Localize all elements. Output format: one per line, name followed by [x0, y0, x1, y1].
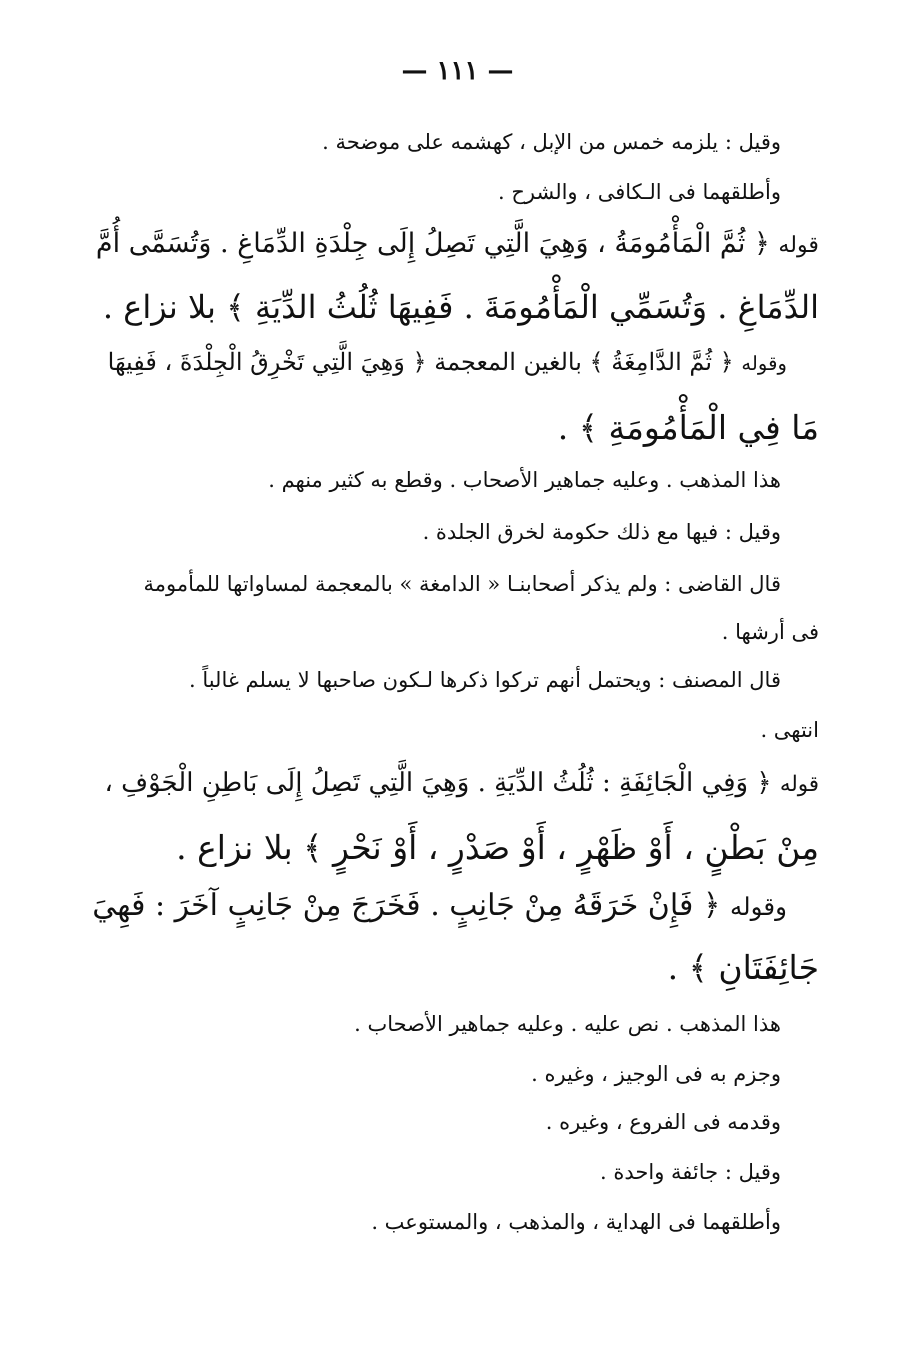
- page-number: — ١١١ —: [401, 56, 514, 86]
- matn-text: ﴿ ثُمَّ الدَّامِغَةُ ﴾ بالغين المعجمة ﴿ وَهِيَ الَّتِي تَخْرِقُ الْجِلْدَةَ ، فَفِيهَا: [107, 348, 734, 376]
- matn-text: ﴿ فَإِنْ خَرَقَهُ مِنْ جَانِبٍ . فَخَرَجَ مِنْ جَانِبٍ آخَرَ : فَهِيَ: [92, 888, 721, 923]
- text-line: وأطلقهما فى الهداية ، والمذهب ، والمستوعب .: [371, 1210, 781, 1234]
- text-line: فى أرشها .: [721, 620, 819, 644]
- matn-line: مِنْ بَطْنٍ ، أَوْ ظَهْرٍ ، أَوْ صَدْرٍ ، أَوْ نَحْرٍ ﴾ بلا نزاع .: [176, 828, 819, 867]
- qawluh-label: قوله: [778, 232, 819, 258]
- matn-line: مَا فِي الْمَأْمُومَةِ ﴾ .: [557, 408, 819, 447]
- matn-line: [104, 768, 819, 798]
- text-line: وقيل : فيها مع ذلك حكومة لخرق الجلدة .: [422, 520, 781, 544]
- wa-qawluh-label: وقوله: [741, 352, 787, 375]
- text-line: انتهى .: [760, 718, 819, 742]
- text-line: وقيل : يلزمه خمس من الإبل ، كهشمه على موضحة .: [322, 130, 781, 154]
- text-line: وأطلقهما فى الـكافى ، والشرح .: [497, 180, 781, 204]
- text-line: وجزم به فى الوجيز ، وغيره .: [531, 1062, 781, 1086]
- text-line: وقدمه فى الفروع ، وغيره .: [545, 1110, 781, 1134]
- matn-line: [96, 228, 819, 259]
- text-line: هذا المذهب . نص عليه . وعليه جماهير الأصحاب .: [354, 1012, 781, 1036]
- matn-text: ﴿ ثُمَّ الْمَأْمُومَةُ ، وَهِيَ الَّتِي تَصِلُ إِلَى جِلْدَةِ الدِّمَاغِ . وَتُسَمَّى أُمَّ: [95, 228, 770, 259]
- matn-line: [108, 348, 787, 376]
- text-line: قال القاضى : ولم يذكر أصحابنـا « الدامغة » بالمعجمة لمساواتها للمأمومة: [143, 572, 781, 596]
- qawluh-label: قوله: [779, 772, 819, 797]
- text-line: قال المصنف : ويحتمل أنهم تركوا ذكرها لـكون صاحبها لا يسلم غالباً .: [188, 668, 781, 692]
- matn-text: ﴿ وَفِي الْجَائِفَةِ : ثُلُثُ الدِّيَةِ . وَهِيَ الَّتِي تَصِلُ إِلَى بَاطِنِ الْجَوْفِ ،: [104, 768, 772, 798]
- matn-line: [92, 888, 787, 923]
- wa-qawluh-label: وقوله: [729, 892, 787, 921]
- matn-line: جَائِفَتَانِ ﴾ .: [667, 948, 819, 987]
- matn-line: الدِّمَاغِ . وَتُسَمِّي الْمَأْمُومَةَ . فَفِيهَا ثُلُثُ الدِّيَةِ ﴾ بلا نزاع .: [102, 288, 819, 326]
- text-line: وقيل : جائفة واحدة .: [600, 1160, 781, 1184]
- text-line: هذا المذهب . وعليه جماهير الأصحاب . وقطع به كثير منهم .: [268, 468, 781, 492]
